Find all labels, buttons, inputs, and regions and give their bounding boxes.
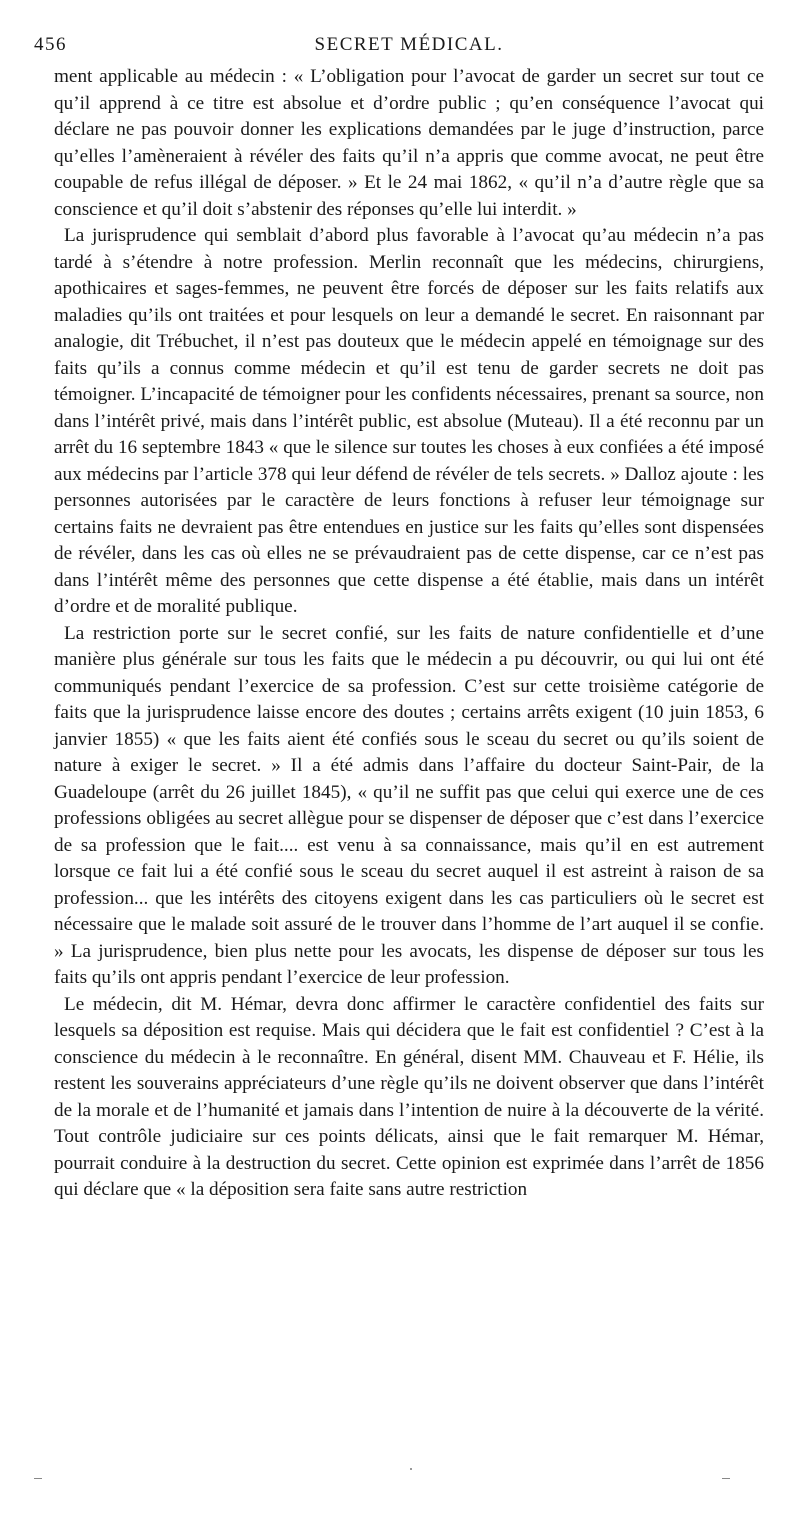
page-number: 456: [34, 34, 67, 55]
scan-mark-left: [34, 1478, 42, 1479]
scan-mark-right: [722, 1478, 730, 1479]
running-title: SECRET MÉDICAL.: [314, 34, 504, 55]
paragraph-restriction: La restriction porte sur le secret confié, sur les faits de nature confidentielle et d’une manière plus générale sur tous les faits que le médecin a pu découvrir, ou qui lui ont été communiqués pendant l’exercice de sa profession. C’est sur cette troisième catégorie de faits que la jurisprudence laisse encore des doutes ; certains arrêts exigent (10 juin 1853, 6 janvier 1855) « que les faits aient été confiés sous le sceau du secret ou qu’ils soient de nature à exiger le secret. » Il a été admis dans l’affaire du docteur Saint-Pair, de la Guadeloupe (arrêt du 26 juillet 1845), « qu’il ne suffit pas que celui qui exerce une de ces professions obligées au secret allègue pour se dispenser de déposer que c’est dans l’exercice de sa profession que le fait.... est venu à sa connaissance, mais qu’il en est autrement lorsque ce fait lui a été confié sous le sceau du secret auquel il est astreint à raison de sa profession... que les intérêts des citoyens exigent dans les cas particuliers où le secret est nécessaire que le malade soit assuré de le trouver dans l’homme de l’art auquel il se confie. » La jurisprudence, bien plus nette pour les avocats, les dispense de déposer sur tous les faits qu’ils ont appris pendant l’exercice de leur profession.: [54, 622, 764, 988]
paragraph-jurisprudence: La jurisprudence qui semblait d’abord plus favorable à l’avocat qu’au médecin n’a pas tardé à s’étendre à notre profession. Merlin reconnaît que les médecins, chirurgiens, apothicaires et sages-femmes, ne peuvent être forcés de déposer sur les faits relatifs aux maladies qu’ils ont traitées et pour lesquels on leur a demandé le secret. En raisonnant par analogie, dit Trébuchet, il n’est pas douteux que le médecin appelé en témoignage sur des faits qu’ils a connus comme médecin et qu’il est tenu de garder secrets ne doit pas témoigner. L’incapacité de témoigner pour les confidents nécessaires, prenant sa source, non dans l’intérêt privé, mais dans l’intérêt public, est absolue (Muteau). Il a été reconnu par un arrêt du 16 septembre 1843 « que le silence sur toutes les choses à eux confiées a été imposé aux médecins par l’article 378 qui leur défend de révéler de tels secrets. » Dalloz ajoute : les personnes autorisées par le caractère de leurs fonctions à refuser leur témoignage sur certains faits ne devraient pas être entendues en justice sur les faits qu’elles sont dispensées de révéler, dans les cas où elles ne se prévaudraient pas de cette dispense, car ce n’est pas dans l’intérêt même des personnes que cette dispense a été établie, mais dans un intérêt d’ordre et de moralité publique.: [54, 225, 764, 617]
paragraph-hemar: Le médecin, dit M. Hémar, devra donc affirmer le caractère confidentiel des faits sur lesquels sa déposition est requise. Mais qui décidera que le fait est confidentiel ? C’est à la conscience du médecin à le reconnaître. En général, disent MM. Chauveau et F. Hélie, ils restent les souverains appréciateurs d’une règle qu’ils ne doivent observer que dans l’intérêt de la morale et de l’humanité et jamais dans l’intention de nuire à la découverte de la vérité. Tout contrôle judiciaire sur ces points délicats, ainsi que le fait remarquer M. Hémar, pourrait conduire à la destruction du secret. Cette opinion est exprimée dans l’arrêt de 1856 qui déclare que « la déposition sera faite sans autre restriction: [54, 993, 764, 1200]
paragraph-continuation: ment applicable au médecin : « L’obligation pour l’avocat de garder un secret sur tout ce qu’il apprend à ce titre est absolue et d’ordre public ; qu’en conséquence l’avocat qui déclare ne pas pouvoir donner les explications demandées par le juge d’instruction, parce qu’elles l’amèneraient à révéler des faits qu’il n’a appris que comme avocat, ne peut être coupable de refus illégal de déposer. » Et le 24 mai 1862, « qu’il n’a d’autre règle que sa conscience et qu’il doit s’abstenir des réponses qu’elle lui interdit. »: [54, 66, 764, 220]
scan-mark-center: [410, 1468, 412, 1470]
body-text: [54, 64, 764, 1204]
book-page: [34, 30, 764, 1204]
running-header: [34, 30, 764, 60]
